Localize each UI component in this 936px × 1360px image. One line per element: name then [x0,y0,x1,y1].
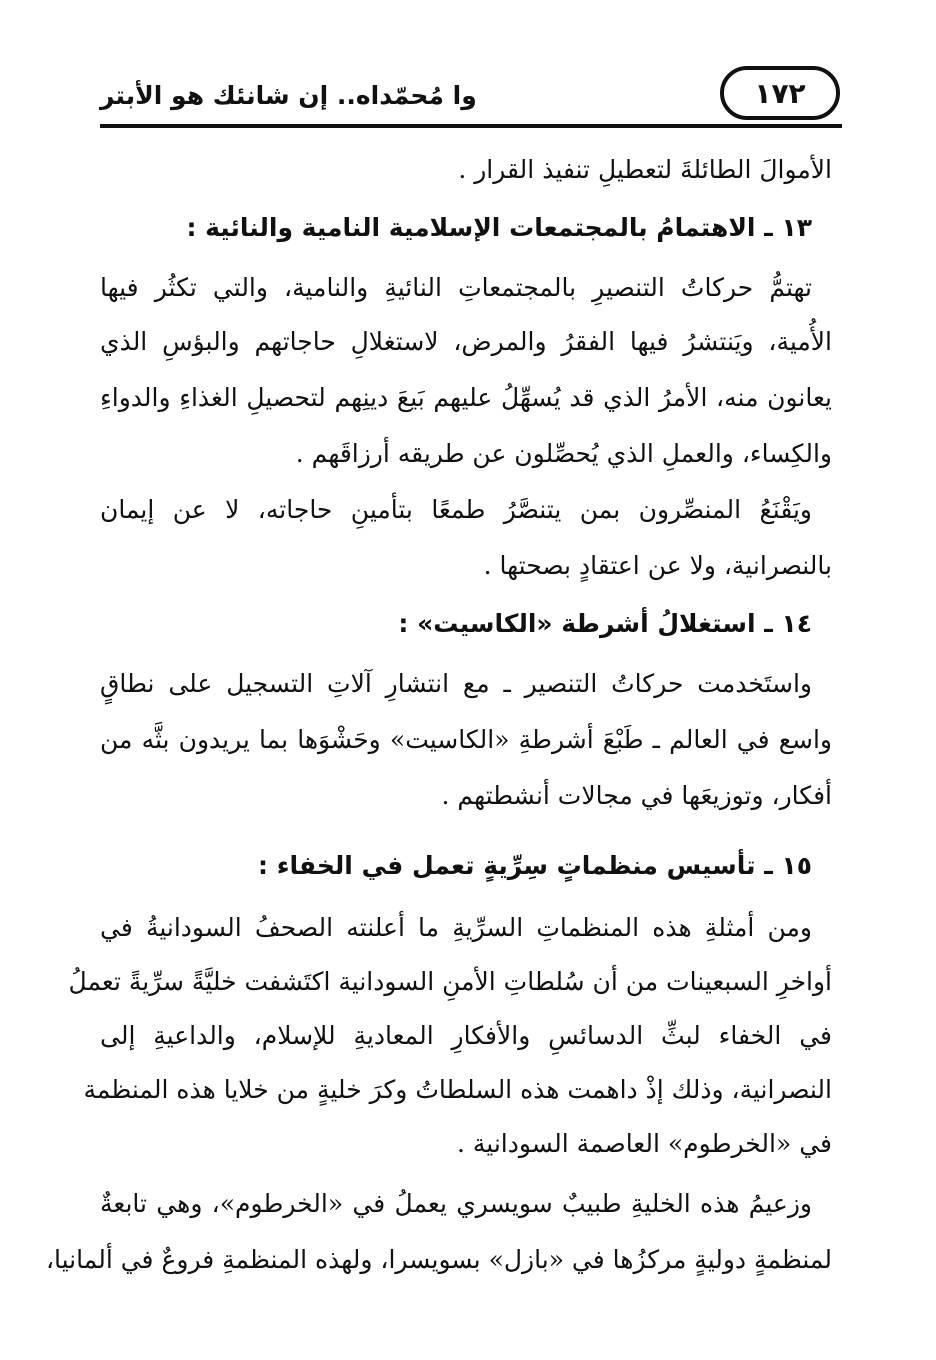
running-title: وا مُحمّداه.. إن شانئك هو الأبتر [100,81,477,110]
text-line: أواخرِ السبعينات من أن سُلطاتِ الأمنِ السودانية اكتَشفت خليَّةً سرِّيةً تعملُ [68,967,832,996]
page-number: ١٧٢ [720,66,840,120]
header-rule [100,124,842,128]
text-line: الأموالَ الطائلةَ لتعطيلِ تنفيذ القرار . [458,155,832,184]
text-line: في «الخرطوم» العاصمة السودانية . [457,1129,832,1158]
text-line: أفكار، وتوزيعَها في مجالات أنشطتهم . [441,781,832,810]
text-line: لمنظمةٍ دوليةٍ مركزُها في «بازل» بسويسرا، ولهذه المنظمةِ فروعٌ في ألمانيا، [45,1245,832,1274]
text-line: واسع في العالم ـ طَبْعَ أشرطةِ «الكاسيت» وحَشْوَها بما يريدون بثَّه من [100,725,832,754]
section-heading-15: ١٥ ـ تأسيس منظماتٍ سِرِّيةٍ تعمل في الخفاء : [258,851,812,880]
section-heading-14: ١٤ ـ استغلالُ أشرطة «الكاسيت» : [398,609,812,638]
text-line: النصرانية، وذلك إذْ داهمت هذه السلطاتُ وكرَ خليةٍ من خلايا هذه المنظمة [83,1075,832,1104]
text-line: ومن أمثلةِ هذه المنظماتِ السرِّيةِ ما أعلنته الصحفُ السودانيةُ في [100,913,812,942]
page-header [100,60,842,132]
text-line: تهتمُّ حركاتُ التنصيرِ بالمجتمعاتِ النائيةِ والنامية، والتي تكثُر فيها [100,273,812,302]
text-line: ويَقْنَعُ المنصِّرون بمن يتنصَّرُ طمعًا بتأمينِ حاجاته، لا عن إيمان [100,495,812,524]
text-line: وزعيمُ هذه الخليةِ طبيبٌ سويسري يعملُ في «الخرطوم»، وهي تابعةٌ [100,1189,812,1218]
text-line: يعانون منه، الأمرُ الذي قد يُسهِّلُ عليهم بَيعَ دينِهم لتحصيلِ الغذاءِ والدواءِ [100,383,832,412]
text-line: واستَخدمت حركاتُ التنصير ـ مع انتشارِ آلاتِ التسجيل على نطاقٍ [100,669,812,698]
text-line: والكِساء، والعملِ الذي يُحصِّلون عن طريقه أرزاقَهم . [295,439,832,468]
text-line: في الخفاء لبثِّ الدسائسِ والأفكارِ المعاديةِ للإسلام، والداعيةِ إلى [100,1021,832,1050]
section-heading-13: ١٣ ـ الاهتمامُ بالمجتمعات الإسلامية النامية والنائية : [186,213,812,242]
text-line: بالنصرانية، ولا عن اعتقادٍ بصحتها . [483,551,832,580]
text-line: الأُمية، ويَنتشرُ فيها الفقرُ والمرض، لاستغلالِ حاجاتهم والبؤسِ الذي [100,327,832,356]
